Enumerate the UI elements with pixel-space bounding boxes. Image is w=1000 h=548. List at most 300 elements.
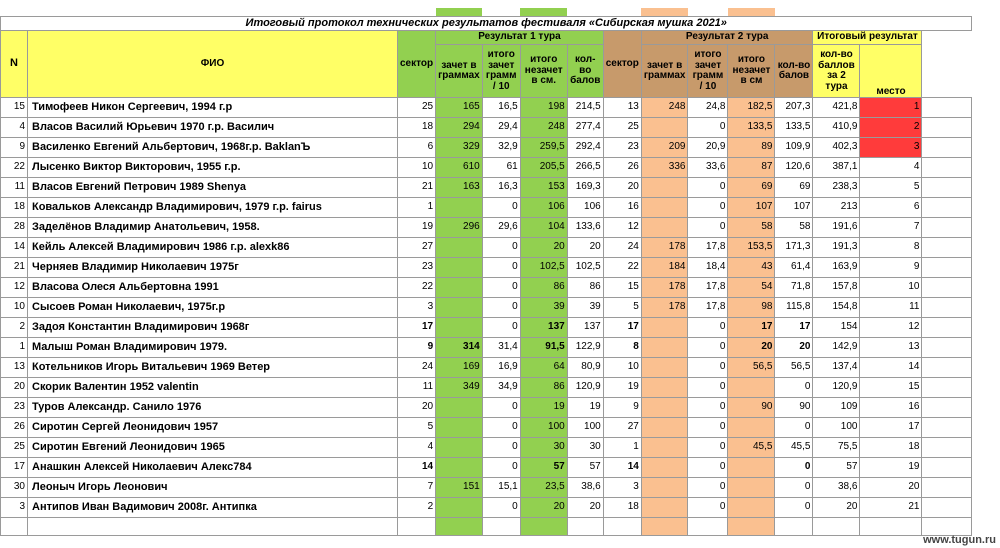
- cell-itogo-nezachet-2: 90: [728, 398, 775, 418]
- cell-itogo-zachet-1: 0: [482, 458, 520, 478]
- cell-n: 30: [1, 478, 28, 498]
- table-row: [1, 498, 972, 518]
- cell-pad: [922, 118, 972, 138]
- table-row: [1, 138, 972, 158]
- cell-total: 20: [813, 498, 860, 518]
- cell-kol-balov-1: 38,6: [567, 478, 603, 498]
- table-row: [1, 418, 972, 438]
- cell-kol-balov-1: 266,5: [567, 158, 603, 178]
- cell-itogo-zachet-2: 0: [688, 498, 728, 518]
- cell-fio: Леоныч Игорь Леонович: [28, 478, 398, 498]
- cell-place: 20: [860, 478, 922, 498]
- cell-kol-balov-2: 133,5: [775, 118, 813, 138]
- cell-n: 13: [1, 358, 28, 378]
- cell-itogo-nezachet-2: 89: [728, 138, 775, 158]
- table-row: [1, 218, 972, 238]
- table-row: [1, 478, 972, 498]
- cell-kol-balov-1: 20: [567, 238, 603, 258]
- cell-zachet-gram-1: [436, 418, 483, 438]
- cell-sector-2: 20: [603, 178, 641, 198]
- cell-zachet-gram-2: [641, 218, 688, 238]
- cell-kol-balov-1: 19: [567, 398, 603, 418]
- empty-rows: [1, 518, 972, 536]
- cell-fio: Ковальков Александр Владимирович, 1979 г.р. fairus: [28, 198, 398, 218]
- cell-sector-1: 4: [398, 438, 436, 458]
- cell-fio: Антипов Иван Вадимович 2008г. Антипка: [28, 498, 398, 518]
- cell-itogo-nezachet-2: 17: [728, 318, 775, 338]
- peach-swatch: [641, 8, 688, 17]
- cell-itogo-zachet-1: 29,6: [482, 218, 520, 238]
- table-row: [1, 258, 972, 278]
- cell-itogo-zachet-1: 0: [482, 278, 520, 298]
- cell-itogo-nezachet-2: 45,5: [728, 438, 775, 458]
- table-row: [1, 338, 972, 358]
- cell-pad: [922, 438, 972, 458]
- cell-sector-2: 26: [603, 158, 641, 178]
- cell-pad: [922, 318, 972, 338]
- cell-place: 12: [860, 318, 922, 338]
- cell-zachet-gram-1: [436, 298, 483, 318]
- cell-n: 18: [1, 198, 28, 218]
- cell-sector-1: 20: [398, 398, 436, 418]
- cell-sector-1: 1: [398, 198, 436, 218]
- cell-sector-2: 16: [603, 198, 641, 218]
- cell-fio: Малыш Роман Владимирович 1979.: [28, 338, 398, 358]
- cell-pad: [922, 398, 972, 418]
- cell-n: 21: [1, 258, 28, 278]
- cell-itogo-nezachet-2: 153,5: [728, 238, 775, 258]
- cell-kol-balov-1: 292,4: [567, 138, 603, 158]
- header-n: N: [1, 31, 28, 98]
- cell-sector-1: 14: [398, 458, 436, 478]
- cell-kol-balov-2: 0: [775, 478, 813, 498]
- cell-sector-1: 3: [398, 298, 436, 318]
- cell-fio: Черняев Владимир Николаевич 1975г: [28, 258, 398, 278]
- cell-itogo-nezachet-2: 54: [728, 278, 775, 298]
- page-title: Итоговый протокол технических результатов фестиваля «Сибирская мушка 2021»: [1, 17, 972, 31]
- header-total-points: кол-во баллов за 2 тура: [813, 45, 860, 98]
- cell-pad: [922, 218, 972, 238]
- cell-kol-balov-2: 69: [775, 178, 813, 198]
- cell-itogo-zachet-1: 0: [482, 498, 520, 518]
- cell-place: 11: [860, 298, 922, 318]
- cell-zachet-gram-2: [641, 178, 688, 198]
- cell-sector-2: 22: [603, 258, 641, 278]
- cell-itogo-zachet-1: 16,9: [482, 358, 520, 378]
- cell-fio: Власов Евгений Петрович 1989 Shenya: [28, 178, 398, 198]
- cell-itogo-nezachet-2: 182,5: [728, 98, 775, 118]
- cell-itogo-nezachet-1: 198: [520, 98, 567, 118]
- cell-kol-balov-2: 107: [775, 198, 813, 218]
- cell-sector-1: 17: [398, 318, 436, 338]
- cell-itogo-nezachet-1: 205,5: [520, 158, 567, 178]
- cell-n: 15: [1, 98, 28, 118]
- cell-zachet-gram-2: 248: [641, 98, 688, 118]
- cell-zachet-gram-1: [436, 458, 483, 478]
- cell-kol-balov-1: 20: [567, 498, 603, 518]
- green-swatch: [520, 8, 567, 17]
- cell-zachet-gram-2: [641, 318, 688, 338]
- cell-total: 421,8: [813, 98, 860, 118]
- cell-total: 109: [813, 398, 860, 418]
- cell-itogo-zachet-2: 0: [688, 218, 728, 238]
- cell-itogo-nezachet-1: 19: [520, 398, 567, 418]
- cell-sector-2: 18: [603, 498, 641, 518]
- cell-n: 23: [1, 398, 28, 418]
- cell-n: 3: [1, 498, 28, 518]
- cell-itogo-zachet-1: 0: [482, 418, 520, 438]
- cell-kol-balov-1: 102,5: [567, 258, 603, 278]
- table-row: [1, 158, 972, 178]
- header-itogo-nezachet-2: итого незачет в см: [728, 45, 775, 98]
- cell-fio: Анашкин Алексей Николаевич Алекс784: [28, 458, 398, 478]
- cell-zachet-gram-2: [641, 118, 688, 138]
- cell-place: 14: [860, 358, 922, 378]
- cell-itogo-nezachet-2: 69: [728, 178, 775, 198]
- cell-itogo-zachet-2: 0: [688, 318, 728, 338]
- cell-kol-balov-1: 86: [567, 278, 603, 298]
- cell-zachet-gram-2: [641, 498, 688, 518]
- cell-itogo-nezachet-2: [728, 458, 775, 478]
- cell-itogo-zachet-2: 17,8: [688, 298, 728, 318]
- cell-n: 25: [1, 438, 28, 458]
- header-row-1: [1, 31, 972, 45]
- cell-total: 57: [813, 458, 860, 478]
- cell-sector-1: 9: [398, 338, 436, 358]
- cell-itogo-nezachet-2: 58: [728, 218, 775, 238]
- cell-kol-balov-1: 120,9: [567, 378, 603, 398]
- cell-place: 18: [860, 438, 922, 458]
- title-row: [1, 17, 972, 31]
- cell-total: 402,3: [813, 138, 860, 158]
- cell-itogo-nezachet-1: 20: [520, 238, 567, 258]
- cell-itogo-nezachet-2: [728, 378, 775, 398]
- cell-itogo-nezachet-1: 104: [520, 218, 567, 238]
- cell-zachet-gram-2: [641, 378, 688, 398]
- cell-fio: Котельников Игорь Витальевич 1969 Ветер: [28, 358, 398, 378]
- cell-kol-balov-1: 57: [567, 458, 603, 478]
- cell-place: 15: [860, 378, 922, 398]
- cell-sector-1: 21: [398, 178, 436, 198]
- cell-kol-balov-2: 61,4: [775, 258, 813, 278]
- cell-zachet-gram-2: 336: [641, 158, 688, 178]
- cell-kol-balov-2: 71,8: [775, 278, 813, 298]
- cell-kol-balov-2: 115,8: [775, 298, 813, 318]
- cell-total: 142,9: [813, 338, 860, 358]
- results-table: [0, 8, 972, 536]
- cell-zachet-gram-2: 178: [641, 238, 688, 258]
- cell-zachet-gram-1: 314: [436, 338, 483, 358]
- header-kol-balov-2: кол-во балов: [775, 45, 813, 98]
- cell-sector-2: 5: [603, 298, 641, 318]
- cell-zachet-gram-2: [641, 358, 688, 378]
- cell-sector-2: 24: [603, 238, 641, 258]
- cell-itogo-nezachet-1: 23,5: [520, 478, 567, 498]
- cell-n: 12: [1, 278, 28, 298]
- cell-itogo-zachet-1: 0: [482, 258, 520, 278]
- cell-kol-balov-2: 58: [775, 218, 813, 238]
- header-tour-1: Результат 1 тура: [436, 31, 604, 45]
- cell-itogo-nezachet-1: 30: [520, 438, 567, 458]
- cell-kol-balov-1: 122,9: [567, 338, 603, 358]
- cell-total: 120,9: [813, 378, 860, 398]
- cell-itogo-nezachet-2: 56,5: [728, 358, 775, 378]
- header-zachet-gram-1: зачет в граммах: [436, 45, 483, 98]
- table-row: [1, 318, 972, 338]
- cell-itogo-nezachet-1: 91,5: [520, 338, 567, 358]
- cell-fio: Лысенко Виктор Викторович, 1955 г.р.: [28, 158, 398, 178]
- header-itogo-zachet-1: итого зачет грамм / 10: [482, 45, 520, 98]
- header-tour-2: Результат 2 тура: [641, 31, 813, 45]
- cell-sector-1: 5: [398, 418, 436, 438]
- cell-itogo-nezachet-1: 106: [520, 198, 567, 218]
- cell-sector-2: 1: [603, 438, 641, 458]
- cell-pad: [922, 478, 972, 498]
- cell-total: 191,3: [813, 238, 860, 258]
- cell-sector-2: 10: [603, 358, 641, 378]
- cell-fio: Сысоев Роман Николаевич, 1975г.р: [28, 298, 398, 318]
- cell-pad: [922, 198, 972, 218]
- cell-zachet-gram-1: 610: [436, 158, 483, 178]
- cell-itogo-zachet-1: 0: [482, 318, 520, 338]
- cell-itogo-nezachet-2: [728, 418, 775, 438]
- cell-itogo-zachet-1: 31,4: [482, 338, 520, 358]
- table-row: [1, 438, 972, 458]
- cell-kol-balov-1: 277,4: [567, 118, 603, 138]
- cell-itogo-zachet-2: 17,8: [688, 278, 728, 298]
- cell-zachet-gram-1: 296: [436, 218, 483, 238]
- cell-total: 137,4: [813, 358, 860, 378]
- cell-zachet-gram-2: [641, 458, 688, 478]
- cell-pad: [922, 338, 972, 358]
- cell-sector-1: 10: [398, 158, 436, 178]
- cell-n: 1: [1, 338, 28, 358]
- cell-itogo-zachet-1: 34,9: [482, 378, 520, 398]
- cell-n: 28: [1, 218, 28, 238]
- cell-zachet-gram-2: 184: [641, 258, 688, 278]
- cell-pad: [922, 158, 972, 178]
- cell-fio: Кейль Алексей Владимирович 1986 г.р. alexk86: [28, 238, 398, 258]
- cell-fio: Заделёнов Владимир Анатольевич, 1958.: [28, 218, 398, 238]
- cell-sector-1: 11: [398, 378, 436, 398]
- cell-zachet-gram-2: [641, 418, 688, 438]
- cell-fio: Задоя Константин Владимирович 1968г: [28, 318, 398, 338]
- cell-itogo-nezachet-1: 20: [520, 498, 567, 518]
- cell-n: 17: [1, 458, 28, 478]
- cell-sector-2: 8: [603, 338, 641, 358]
- cell-zachet-gram-2: [641, 398, 688, 418]
- cell-total: 410,9: [813, 118, 860, 138]
- cell-total: 75,5: [813, 438, 860, 458]
- cell-kol-balov-2: 17: [775, 318, 813, 338]
- cell-fio: Власов Василий Юрьевич 1970 г.р. Василич: [28, 118, 398, 138]
- header-place: место: [860, 45, 922, 98]
- header-kol-balov-1: кол-во балов: [567, 45, 603, 98]
- cell-n: 2: [1, 318, 28, 338]
- cell-itogo-nezachet-2: 107: [728, 198, 775, 218]
- cell-itogo-zachet-2: 0: [688, 378, 728, 398]
- cell-itogo-zachet-2: 24,8: [688, 98, 728, 118]
- cell-pad: [922, 458, 972, 478]
- cell-sector-2: 17: [603, 318, 641, 338]
- cell-sector-2: 12: [603, 218, 641, 238]
- cell-pad: [922, 238, 972, 258]
- cell-sector-2: 13: [603, 98, 641, 118]
- cell-itogo-zachet-2: 33,6: [688, 158, 728, 178]
- cell-itogo-nezachet-1: 64: [520, 358, 567, 378]
- cell-kol-balov-1: 30: [567, 438, 603, 458]
- cell-n: 10: [1, 298, 28, 318]
- cell-pad: [922, 298, 972, 318]
- cell-zachet-gram-1: 349: [436, 378, 483, 398]
- cell-total: 100: [813, 418, 860, 438]
- cell-place: 8: [860, 238, 922, 258]
- cell-place: 13: [860, 338, 922, 358]
- cell-zachet-gram-2: 209: [641, 138, 688, 158]
- table-row: [1, 278, 972, 298]
- cell-kol-balov-2: 0: [775, 458, 813, 478]
- cell-total: 238,3: [813, 178, 860, 198]
- cell-kol-balov-1: 214,5: [567, 98, 603, 118]
- cell-place: 5: [860, 178, 922, 198]
- cell-pad: [922, 138, 972, 158]
- cell-zachet-gram-1: [436, 258, 483, 278]
- cell-itogo-nezachet-1: 100: [520, 418, 567, 438]
- cell-kol-balov-2: 207,3: [775, 98, 813, 118]
- cell-kol-balov-2: 0: [775, 498, 813, 518]
- table-row: [1, 298, 972, 318]
- cell-n: 20: [1, 378, 28, 398]
- cell-itogo-zachet-1: 16,5: [482, 98, 520, 118]
- table-row: [1, 178, 972, 198]
- cell-pad: [922, 178, 972, 198]
- cell-zachet-gram-1: 294: [436, 118, 483, 138]
- cell-pad: [922, 418, 972, 438]
- cell-itogo-nezachet-1: 137: [520, 318, 567, 338]
- cell-pad: [922, 98, 972, 118]
- cell-sector-2: 23: [603, 138, 641, 158]
- cell-itogo-zachet-1: 0: [482, 438, 520, 458]
- header-itogo-zachet-2: итого зачет грамм / 10: [688, 45, 728, 98]
- cell-itogo-zachet-1: 29,4: [482, 118, 520, 138]
- cell-total: 387,1: [813, 158, 860, 178]
- cell-total: 191,6: [813, 218, 860, 238]
- cell-itogo-zachet-2: 18,4: [688, 258, 728, 278]
- table-row: [1, 398, 972, 418]
- cell-place: 10: [860, 278, 922, 298]
- table-row: [1, 358, 972, 378]
- cell-kol-balov-1: 137: [567, 318, 603, 338]
- cell-zachet-gram-1: 151: [436, 478, 483, 498]
- cell-pad: [922, 258, 972, 278]
- cell-itogo-zachet-2: 0: [688, 338, 728, 358]
- cell-sector-1: 7: [398, 478, 436, 498]
- cell-sector-1: 6: [398, 138, 436, 158]
- cell-itogo-zachet-1: 0: [482, 298, 520, 318]
- cell-pad: [922, 498, 972, 518]
- cell-itogo-zachet-2: 17,8: [688, 238, 728, 258]
- cell-sector-1: 27: [398, 238, 436, 258]
- cell-fio: Туров Александр. Санило 1976: [28, 398, 398, 418]
- cell-place: 9: [860, 258, 922, 278]
- cell-zachet-gram-1: [436, 438, 483, 458]
- cell-zachet-gram-1: [436, 498, 483, 518]
- cell-itogo-zachet-1: 0: [482, 198, 520, 218]
- cell-fio: Сиротин Евгений Леонидович 1965: [28, 438, 398, 458]
- table-row: [1, 98, 972, 118]
- cell-kol-balov-2: 109,9: [775, 138, 813, 158]
- header-zachet-gram-2: зачет в граммах: [641, 45, 688, 98]
- cell-itogo-zachet-1: 15,1: [482, 478, 520, 498]
- cell-kol-balov-2: 0: [775, 418, 813, 438]
- cell-kol-balov-1: 133,6: [567, 218, 603, 238]
- cell-itogo-zachet-2: 0: [688, 178, 728, 198]
- cell-place: 4: [860, 158, 922, 178]
- cell-sector-1: 2: [398, 498, 436, 518]
- cell-zachet-gram-2: [641, 438, 688, 458]
- cell-fio: Скорик Валентин 1952 valentin: [28, 378, 398, 398]
- cell-itogo-nezachet-1: 39: [520, 298, 567, 318]
- cell-sector-2: 25: [603, 118, 641, 138]
- cell-kol-balov-2: 120,6: [775, 158, 813, 178]
- cell-n: 26: [1, 418, 28, 438]
- table-row: [1, 458, 972, 478]
- cell-fio: Василенко Евгений Альбертович, 1968г.р. BaklanЪ: [28, 138, 398, 158]
- cell-n: 11: [1, 178, 28, 198]
- cell-sector-1: 22: [398, 278, 436, 298]
- cell-itogo-nezachet-2: [728, 498, 775, 518]
- table-row: [1, 378, 972, 398]
- cell-sector-1: 19: [398, 218, 436, 238]
- cell-itogo-nezachet-1: 102,5: [520, 258, 567, 278]
- cell-kol-balov-2: 90: [775, 398, 813, 418]
- cell-itogo-zachet-2: 0: [688, 358, 728, 378]
- cell-itogo-nezachet-2: 20: [728, 338, 775, 358]
- cell-kol-balov-1: 100: [567, 418, 603, 438]
- cell-zachet-gram-1: [436, 318, 483, 338]
- watermark: www.tugun.ru: [923, 534, 996, 546]
- cell-sector-2: 9: [603, 398, 641, 418]
- cell-itogo-zachet-1: 16,3: [482, 178, 520, 198]
- cell-total: 154,8: [813, 298, 860, 318]
- cell-fio: Сиротин Сергей Леонидович 1957: [28, 418, 398, 438]
- table-body: [1, 98, 972, 518]
- cell-sector-1: 25: [398, 98, 436, 118]
- cell-zachet-gram-2: 178: [641, 298, 688, 318]
- cell-itogo-zachet-2: 0: [688, 458, 728, 478]
- cell-itogo-nezachet-2: 133,5: [728, 118, 775, 138]
- cell-itogo-nezachet-1: 153: [520, 178, 567, 198]
- cell-itogo-zachet-2: 0: [688, 198, 728, 218]
- cell-zachet-gram-1: 169: [436, 358, 483, 378]
- cell-place: 7: [860, 218, 922, 238]
- cell-itogo-zachet-1: 0: [482, 398, 520, 418]
- cell-kol-balov-2: 171,3: [775, 238, 813, 258]
- cell-sector-1: 23: [398, 258, 436, 278]
- cell-place: 1: [860, 98, 922, 118]
- cell-itogo-zachet-2: 0: [688, 398, 728, 418]
- cell-zachet-gram-1: [436, 278, 483, 298]
- cell-n: 9: [1, 138, 28, 158]
- cell-pad: [922, 358, 972, 378]
- header-sector-2: сектор: [603, 31, 641, 98]
- cell-kol-balov-1: 106: [567, 198, 603, 218]
- cell-zachet-gram-2: [641, 198, 688, 218]
- cell-zachet-gram-1: 329: [436, 138, 483, 158]
- cell-zachet-gram-1: 163: [436, 178, 483, 198]
- cell-fio: Тимофеев Никон Сергеевич, 1994 г.р: [28, 98, 398, 118]
- cell-zachet-gram-1: [436, 198, 483, 218]
